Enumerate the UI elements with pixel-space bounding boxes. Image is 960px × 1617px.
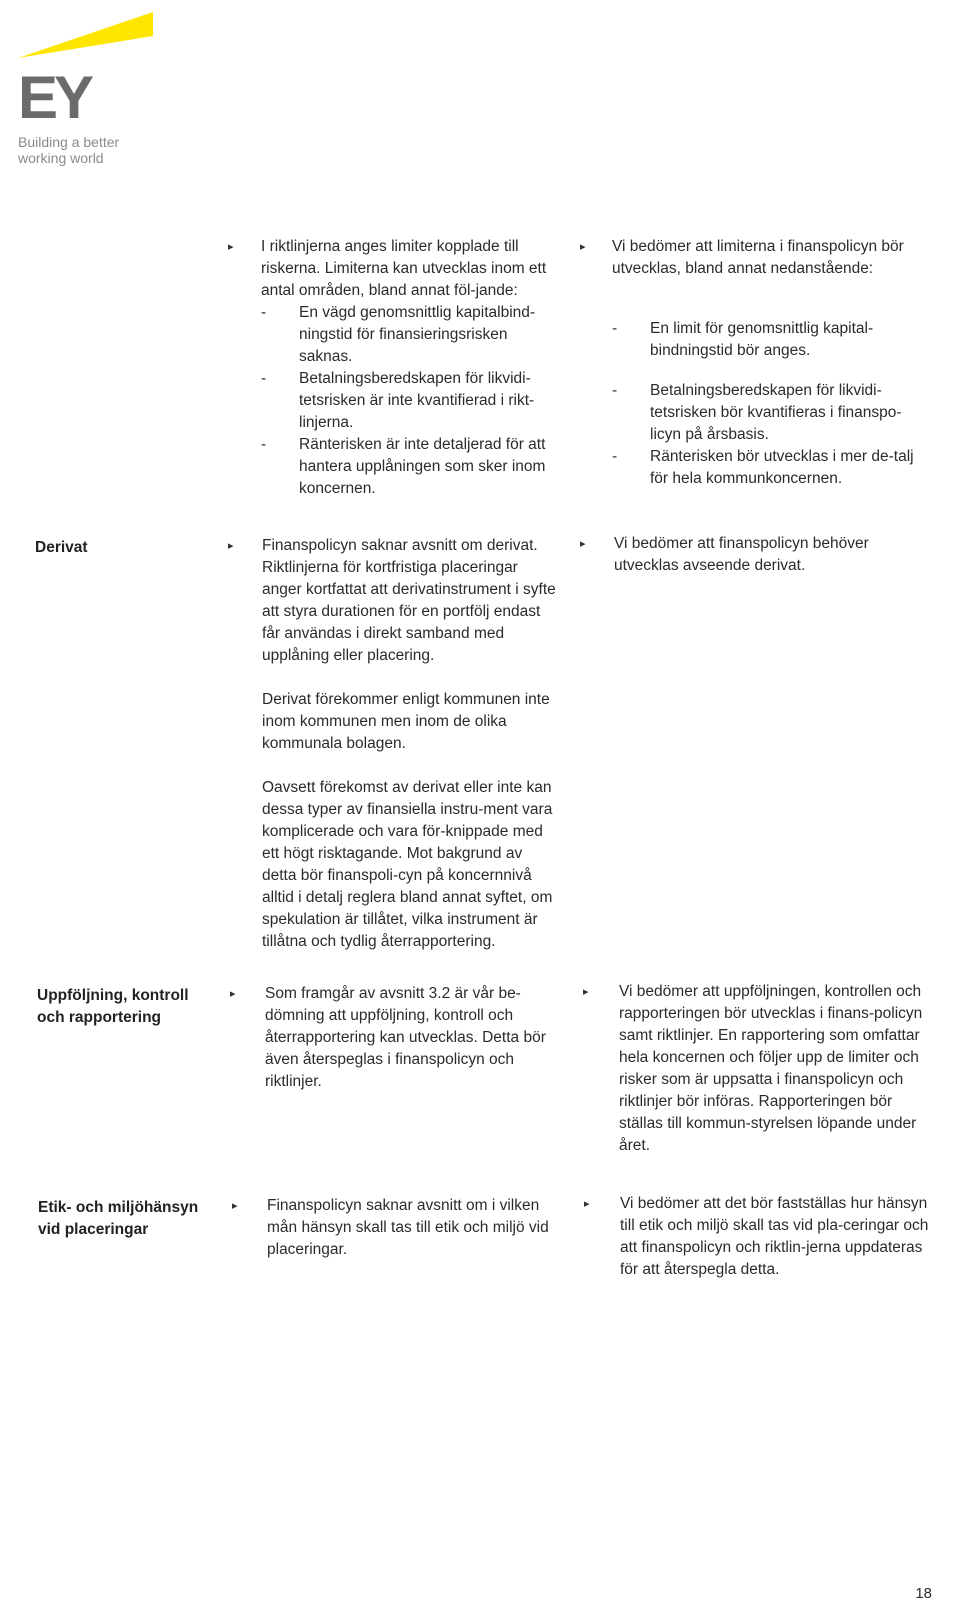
limits-recommendation (612, 236, 932, 490)
ey-tagline (18, 134, 119, 166)
dash-icon: - (261, 436, 267, 453)
limits-current (261, 236, 556, 500)
derivat-current-p3: Oavsett förekomst av derivat eller inte kan dessa typer av finansiella instru-ment vara komplicerade och vara för-knippade med ett högt risktagande. Mot bakgrund av detta bör finanspoli-cyn på koncernnivå alltid i detalj reglera bland annat syftet, om spekulation är tillåtet, vilka instrument är tillåtna och tydlig återrapportering. (262, 779, 553, 950)
uppfoljning-current: Som framgår av avsnitt 3.2 är vår be-dömning att uppföljning, kontroll och återrapportering kan utvecklas. Detta bör även återspeglas i finanspolicyn och riktlinjer. (265, 985, 546, 1090)
derivat-current-p1: Finanspolicyn saknar avsnitt om derivat. Riktlinjerna för kortfristiga placeringar anger kortfattat att derivatinstrument i syfte att styra durationen för en portfölj endast får användas i direkt samband med upplåning eller placering. (262, 537, 556, 664)
list-item: - En limit för genomsnittlig kapital-bindningstid bör anges. (612, 320, 874, 359)
tagline-line-2: working world (18, 150, 104, 166)
list-item: - Ränterisken bör utvecklas i mer de-talj för hela kommunkoncernen. (612, 448, 914, 487)
ey-wordmark: EY (18, 64, 91, 131)
tagline-line-1: Building a better (18, 134, 120, 150)
uppfoljning-recommendation: Vi bedömer att uppföljningen, kontrollen och rapporteringen bör utvecklas i finans-policyn samt riktlinjer. En rapportering som omfattar hela koncernen och följer upp de limiter och risker som är uppsatta i finanspolicyn och riktlinjer bör införas. Rapporteringen bör ställas till kommun-styrelsen löpande under året. (619, 983, 923, 1154)
etik-current: Finanspolicyn saknar avsnitt om i vilken mån hänsyn skall tas till etik och miljö vid placeringar. (267, 1197, 549, 1258)
list-item: - En vägd genomsnittlig kapitalbind-ningstid för finansieringsrisken saknas. (261, 304, 536, 365)
bullet-icon: ▸ (228, 540, 234, 552)
bullet-icon: ▸ (584, 1198, 590, 1210)
bullet-icon: ▸ (580, 538, 586, 550)
row-label-derivat: Derivat (35, 539, 88, 556)
bullet-icon: ▸ (228, 241, 234, 253)
derivat-recommendation: Vi bedömer att finanspolicyn behöver utvecklas avseende derivat. (614, 535, 869, 574)
bullet-icon: ▸ (232, 1200, 238, 1212)
page-number: 18 (915, 1585, 932, 1602)
list-item: - Betalningsberedskapen för likvidi-tetsrisken bör kvantifieras i finanspo-licyn på årsbasis. (612, 382, 902, 443)
bullet-icon: ▸ (583, 986, 589, 998)
dash-icon: - (261, 304, 267, 321)
dash-icon: - (261, 370, 267, 387)
limits-rec-intro: Vi bedömer att limiterna i finanspolicyn bör utvecklas, bland annat nedanstående: (612, 238, 904, 277)
derivat-current-p2: Derivat förekommer enligt kommunen inte inom kommunen men inom de olika kommunala bolagen. (262, 691, 550, 752)
bullet-icon: ▸ (580, 241, 586, 253)
limits-current-intro: I riktlinjerna anges limiter kopplade till riskerna. Limiterna kan utvecklas inom ett antal områden, bland annat föl-jande: (261, 238, 547, 299)
etik-recommendation: Vi bedömer att det bör fastställas hur hänsyn till etik och miljö skall tas vid pla-ceringar och att finanspolicyn och riktlin-jerna uppdateras för att återspegla detta. (620, 1195, 929, 1278)
row-label-uppfoljning: Uppföljning, kontroll och rapportering (37, 987, 189, 1026)
ey-logo (18, 8, 168, 168)
limits-rec-list (612, 318, 932, 490)
limits-current-list (261, 302, 556, 500)
list-item: - Betalningsberedskapen för likvidi-tetsrisken är inte kvantifierad i rikt-linjerna. (261, 370, 535, 431)
list-item: - Ränterisken är inte detaljerad för att hantera upplåningen som sker inom koncernen. (261, 436, 546, 497)
row-label-etik: Etik- och miljöhänsyn vid placeringar (38, 1199, 199, 1238)
dash-icon: - (612, 382, 618, 399)
derivat-current (262, 535, 557, 953)
bullet-icon: ▸ (230, 988, 236, 1000)
dash-icon: - (612, 448, 618, 465)
dash-icon: - (612, 320, 618, 337)
ey-beam-icon (18, 8, 158, 68)
